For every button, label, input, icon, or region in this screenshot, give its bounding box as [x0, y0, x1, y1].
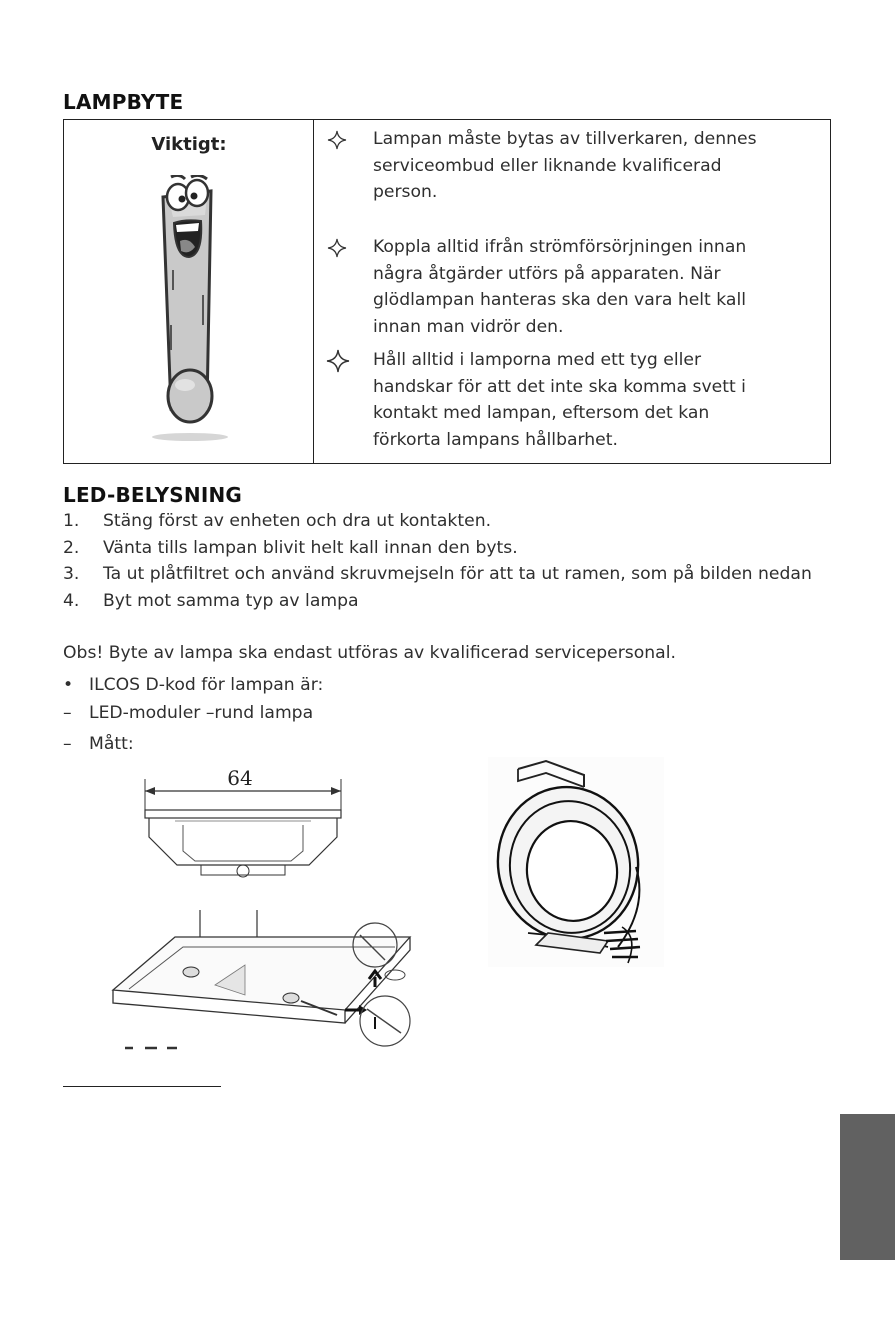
warning-line: Lampan måste bytas av tillverkaren, dennes	[373, 129, 757, 149]
exclamation-mascot-icon	[149, 175, 229, 445]
warning-line: några åtgärder utförs på apparaten. När	[373, 263, 721, 284]
step-number: 1.	[63, 511, 80, 531]
dash-text: Mått:	[89, 734, 134, 754]
warning-line: Håll alltid i lamporna med ett tyg eller	[373, 350, 702, 370]
warning-line: Koppla alltid ifrån strömförsörjningen innan	[373, 237, 747, 257]
warning-line: glödlampan hanteras ska den vara helt kall	[373, 290, 746, 310]
warning-left-panel	[64, 120, 314, 463]
warning-line: förkorta lampans hållbarhet.	[373, 429, 618, 450]
list-item	[63, 561, 823, 588]
star-bullet-icon	[326, 349, 350, 373]
safety-note: Obs! Byte av lampa ska endast utföras av kvalificerad servicepersonal.	[63, 643, 676, 663]
list-item	[63, 508, 823, 535]
step-number: 3.	[63, 564, 80, 584]
warning-box	[63, 119, 831, 464]
warning-line: handskar för att det inte ska komma svett i	[373, 376, 746, 397]
star-bullet-icon	[327, 130, 347, 150]
dash-item	[63, 734, 134, 754]
dash-text: LED-moduler –rund lampa	[89, 703, 314, 723]
bullet-text: ILCOS D-kod för lampan är:	[89, 675, 324, 695]
dash-item	[63, 703, 313, 723]
led-heading: LED-BELYSNING	[63, 483, 243, 507]
warning-line: serviceombud eller liknande kvalificerad	[373, 155, 722, 176]
footnote-divider	[63, 1086, 221, 1087]
led-dimension-and-installation-figure	[105, 765, 425, 1055]
warning-line: person.	[373, 182, 438, 202]
dash-marker: –	[63, 734, 72, 754]
step-number: 4.	[63, 590, 80, 611]
language-side-tab	[840, 1114, 895, 1260]
step-number: 2.	[63, 537, 80, 558]
dash-marker: –	[63, 703, 72, 723]
viktigt-label: Viktigt:	[151, 134, 227, 155]
warning-line: innan man vidrör den.	[373, 316, 564, 337]
bullet-item	[63, 675, 323, 695]
lampbyte-heading: LAMPBYTE	[63, 90, 184, 114]
bullet-marker: •	[63, 675, 74, 695]
warning-line: kontakt med lampan, eftersom det kan	[373, 403, 710, 423]
star-bullet-icon	[327, 238, 347, 258]
step-text: Ta ut plåtfiltret och använd skruvmejseln för att ta ut ramen, som på bilden nedan	[103, 564, 812, 584]
list-item	[63, 535, 823, 562]
list-item	[63, 588, 823, 615]
step-text: Vänta tills lampan blivit helt kall innan den byts.	[103, 537, 518, 558]
led-ring-lamp-figure	[488, 757, 664, 967]
step-text: Byt mot samma typ av lampa	[103, 590, 359, 611]
dimension-label: 64	[227, 766, 253, 790]
steps-list	[63, 508, 823, 614]
step-text: Stäng först av enheten och dra ut kontakten.	[103, 511, 492, 531]
